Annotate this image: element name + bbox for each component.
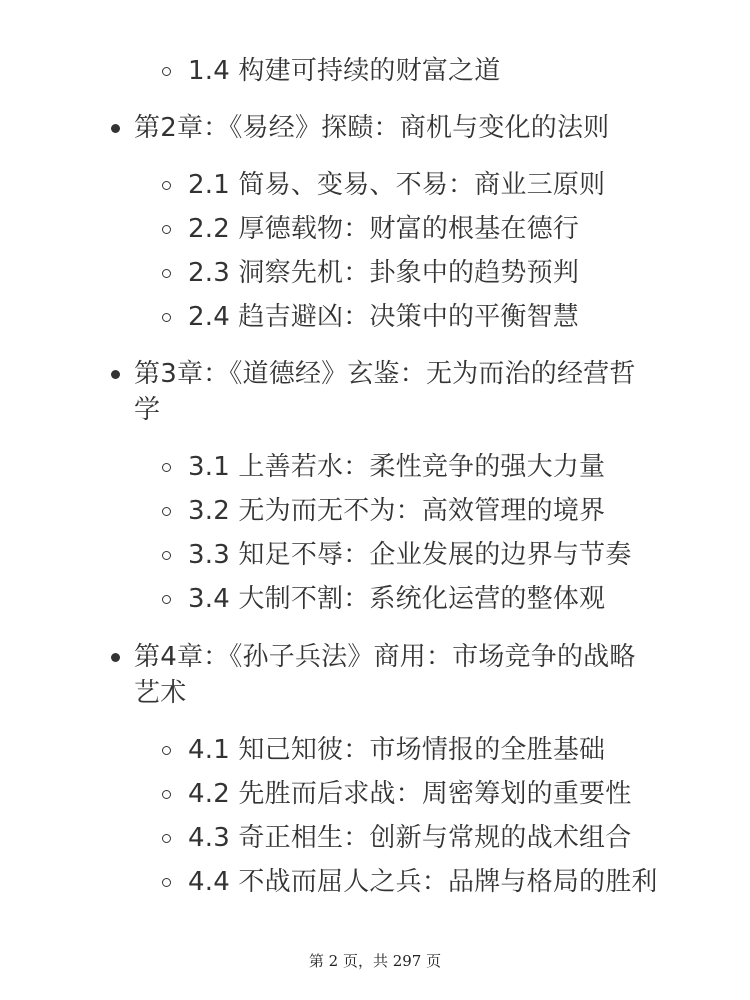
circle-bullet-icon (162, 595, 171, 604)
disc-bullet-icon (111, 370, 120, 379)
toc-section-3-1: 3.1 上善若水：柔性竞争的强大力量 (188, 452, 606, 482)
circle-bullet-icon (162, 463, 171, 472)
toc-chapter-4-line2: 艺术 (134, 678, 187, 708)
toc-section-3-3: 3.3 知足不辱：企业发展的边界与节奏 (188, 540, 632, 570)
circle-bullet-icon (162, 313, 171, 322)
toc-section-3-2: 3.2 无为而无不为：高效管理的境界 (188, 496, 606, 526)
toc-chapter-3-line1: 第3章：《道德经》玄鉴：无为而治的经营哲 (134, 359, 636, 389)
toc-section-4-1: 4.1 知己知彼：市场情报的全胜基础 (188, 735, 606, 765)
toc-chapter-3-line2: 学 (134, 395, 161, 425)
toc-section-2-2: 2.2 厚德载物：财富的根基在德行 (188, 214, 580, 244)
circle-bullet-icon (162, 507, 171, 516)
circle-bullet-icon (162, 67, 171, 76)
toc-section-4-2: 4.2 先胜而后求战：周密筹划的重要性 (188, 779, 632, 809)
disc-bullet-icon (111, 653, 120, 662)
toc-section-2-1: 2.1 简易、变易、不易：商业三原则 (188, 170, 606, 200)
toc-chapter-2: 第2章：《易经》探赜：商机与变化的法则 (134, 113, 610, 143)
toc-section-4-4: 4.4 不战而屈人之兵：品牌与格局的胜利 (188, 867, 658, 897)
page-number-footer: 第 2 页，共 297 页 (308, 952, 442, 970)
toc-chapter-3 (134, 356, 636, 428)
circle-bullet-icon (162, 269, 171, 278)
toc-section-2-4: 2.4 趋吉避凶：决策中的平衡智慧 (188, 302, 580, 332)
circle-bullet-icon (162, 551, 171, 560)
toc-chapter-4 (134, 639, 636, 711)
circle-bullet-icon (162, 878, 171, 887)
toc-section-1-4: 1.4 构建可持续的财富之道 (188, 56, 501, 86)
circle-bullet-icon (162, 834, 171, 843)
toc-section-3-4: 3.4 大制不割：系统化运营的整体观 (188, 584, 606, 614)
toc-section-4-3: 4.3 奇正相生：创新与常规的战术组合 (188, 823, 632, 853)
circle-bullet-icon (162, 746, 171, 755)
circle-bullet-icon (162, 790, 171, 799)
toc-section-2-3: 2.3 洞察先机：卦象中的趋势预判 (188, 258, 580, 288)
circle-bullet-icon (162, 181, 171, 190)
disc-bullet-icon (111, 124, 120, 133)
toc-chapter-4-line1: 第4章：《孙子兵法》商用：市场竞争的战略 (134, 642, 636, 672)
circle-bullet-icon (162, 225, 171, 234)
